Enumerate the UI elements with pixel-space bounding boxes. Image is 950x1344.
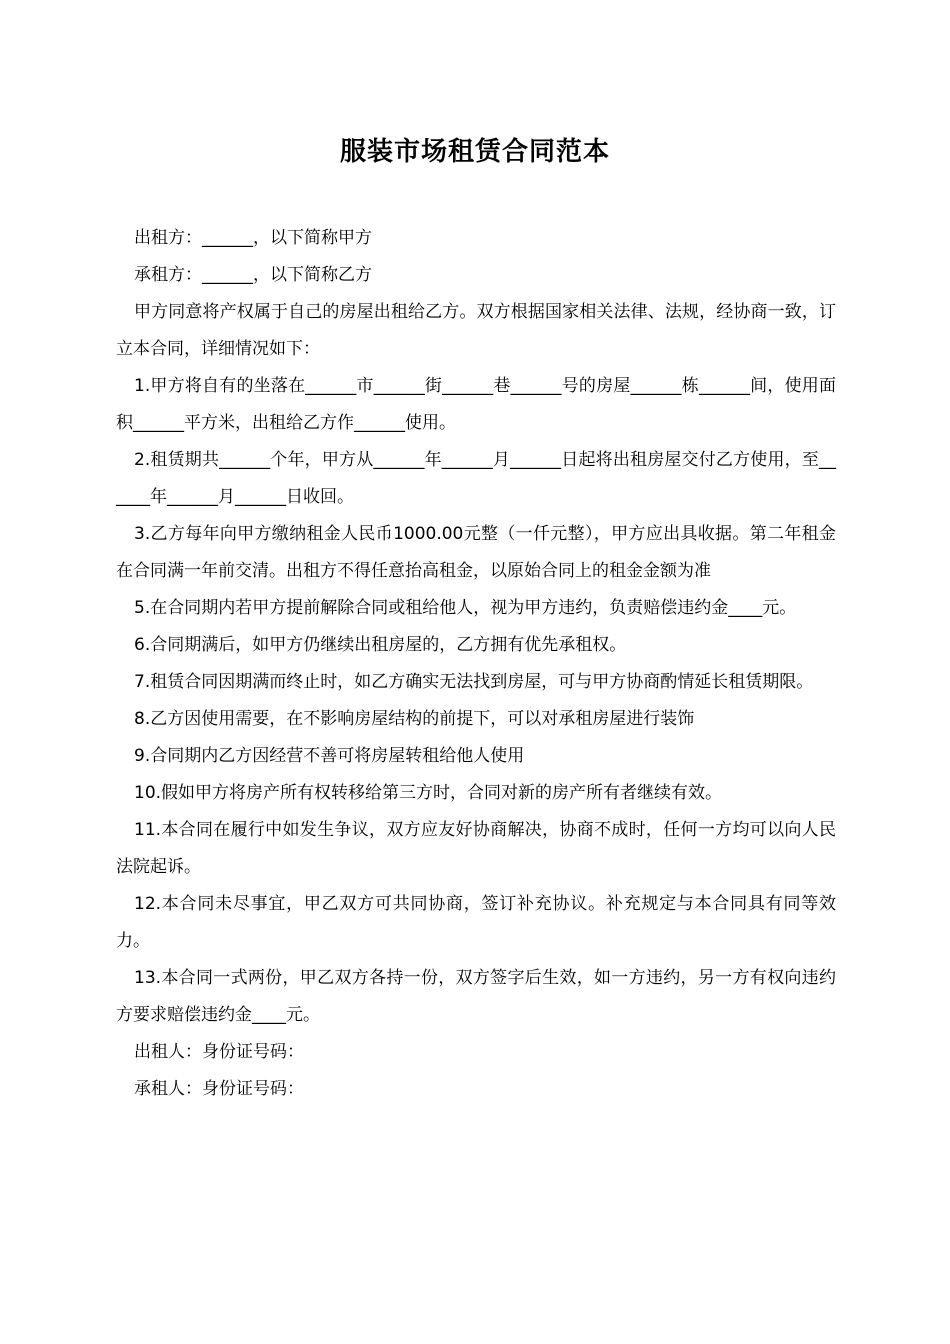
clause-8: 8.乙方因使用需要，在不影响房屋结构的前提下，可以对承租房屋进行装饰	[134, 709, 695, 729]
clause-3: 3.乙方每年向甲方缴纳租金人民币1000.00元整（一仟元整），甲方应出具收据。第二年租金在合同满一年前交清。出租方不得任意抬高租金，以原始合同上的租金金额为准	[116, 524, 836, 581]
clause-7: 7.租赁合同因期满而终止时，如乙方确实无法找到房屋，可与甲方协商酌情延长租赁期限。	[134, 672, 814, 692]
signature-lessor: 出租人：身份证号码：	[134, 1042, 304, 1062]
clause-lessor: 出租方：______，以下简称甲方	[134, 228, 372, 248]
clause-2: 2.租赁期共______个年，甲方从______年______月______日起将出租房屋交付乙方使用，至______年______月______日收回。	[116, 450, 836, 507]
document-title: 服装市场租赁合同范本	[339, 137, 610, 167]
clause-lessee: 承租方：______，以下简称乙方	[134, 265, 372, 285]
clause-6: 6.合同期满后，如甲方仍继续出租房屋的，乙方拥有优先承租权。	[134, 635, 627, 655]
clause-10: 10.假如甲方将房产所有权转移给第三方时，合同对新的房产所有者继续有效。	[134, 783, 723, 803]
document-body	[116, 220, 836, 1108]
clause-12: 12.本合同未尽事宜，甲乙双方可共同协商，签订补充协议。补充规定与本合同具有同等效力。	[116, 894, 836, 951]
signature-lessee: 承租人：身份证号码：	[134, 1079, 304, 1099]
clause-13: 13.本合同一式两份，甲乙双方各持一份，双方签字后生效，如一方违约，另一方有权向违约方要求赔偿违约金____元。	[116, 968, 836, 1025]
clause-9: 9.合同期内乙方因经营不善可将房屋转租给他人使用	[134, 746, 525, 766]
clause-11: 11.本合同在履行中如发生争议，双方应友好协商解决，协商不成时，任何一方均可以向人民法院起诉。	[116, 820, 836, 877]
clause-5: 5.在合同期内若甲方提前解除合同或租给他人，视为甲方违约，负责赔偿违约金____元。	[134, 598, 797, 618]
clause-intro: 甲方同意将产权属于自己的房屋出租给乙方。双方根据国家相关法律、法规，经协商一致，订立本合同，详细情况如下：	[116, 302, 836, 359]
clause-1: 1.甲方将自有的坐落在______市______街______巷______号的房屋______栋______间，使用面积______平方米，出租给乙方作______使用。	[116, 376, 836, 433]
